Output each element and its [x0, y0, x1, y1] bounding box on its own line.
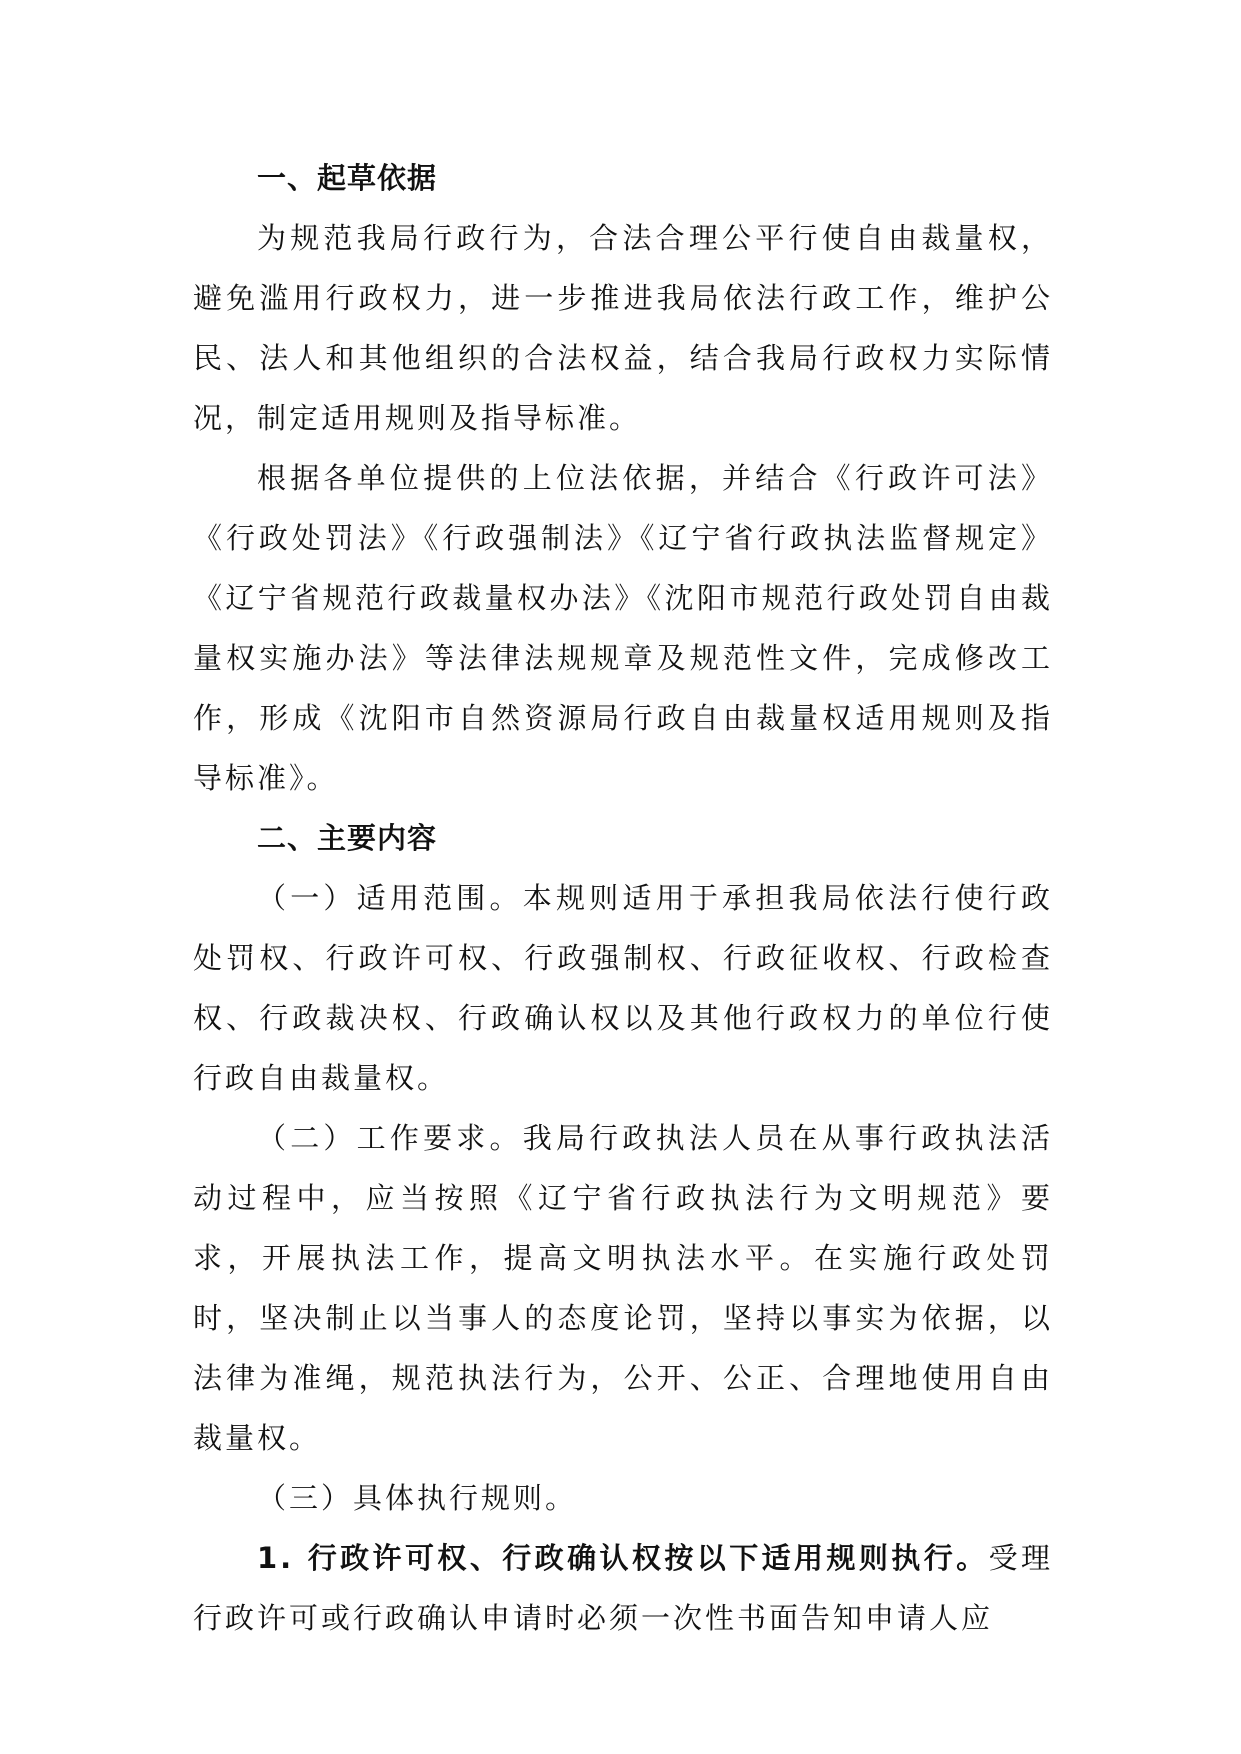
document-body: [193, 148, 1053, 1648]
rule-1-title: 1. 行政许可权、行政确认权按以下适用规则执行。: [257, 1541, 989, 1575]
paragraph-execution-rules: （三）具体执行规则。: [257, 1481, 578, 1515]
paragraph-work-requirements: （二）工作要求。我局行政执法人员在从事行政执法活动过程中，应当按照《辽宁省行政执法行为文明规范》要求，开展执法工作，提高文明执法水平。在实施行政处罚时，坚决制止以当事人的态度论罚，坚持以事实为依据，以法律为准绳，规范执法行为，公开、公正、合理地使用自由裁量权。: [193, 1121, 1053, 1455]
section-heading-main-content: 二、主要内容: [257, 821, 438, 855]
paragraph-legal-basis: 根据各单位提供的上位法依据，并结合《行政许可法》《行政处罚法》《行政强制法》《辽宁省行政执法监督规定》《辽宁省规范行政裁量权办法》《沈阳市规范行政处罚自由裁量权实施办法》等法律法规规章及规范性文件，完成修改工作，形成《沈阳市自然资源局行政自由裁量权适用规则及指导标准》。: [193, 461, 1053, 795]
paragraph-purpose: 为规范我局行政行为，合法合理公平行使自由裁量权，避免滥用行政权力，进一步推进我局依法行政工作，维护公民、法人和其他组织的合法权益，结合我局行政权力实际情况，制定适用规则及指导标准。: [193, 221, 1053, 435]
paragraph-scope: （一）适用范围。本规则适用于承担我局依法行使行政处罚权、行政许可权、行政强制权、行政征收权、行政检查权、行政裁决权、行政确认权以及其他行政权力的单位行使行政自由裁量权。: [193, 881, 1053, 1095]
paragraph-rule-1: [193, 1528, 1053, 1648]
section-heading-drafting-basis: 一、起草依据: [257, 161, 438, 195]
rule-1-text: 受理行政许可或行政确认申请时必须一次性书面告知申请人应: [193, 1541, 1053, 1635]
